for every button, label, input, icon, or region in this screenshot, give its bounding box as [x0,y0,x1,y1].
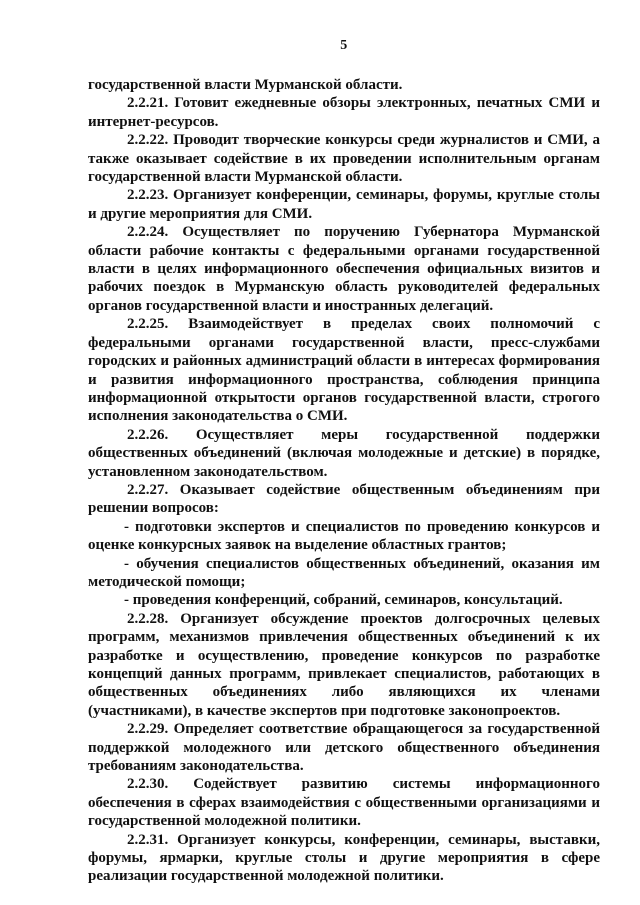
dash-item-experts: - подготовки экспертов и специалистов по проведению конкурсов и оценке конкурсных заявок на выделение областных грантов; [88,518,600,554]
paragraph-2-2-24: 2.2.24. Осуществляет по поручению Губернатора Мурманской области рабочие контакты с федеральными органами государственной власти в целях информационного обеспечения официальных визитов и рабочих поездок в Мурманскую область руководителей федеральных органов государственной власти и иностранных делегаций. [88,224,600,314]
paragraph-2-2-29: 2.2.29. Определяет соответствие обращающегося за государственной поддержкой молодежного или детского общественного объединения требованиям законодательства. [88,721,600,775]
page-number: 5 [340,38,348,53]
paragraph-2-2-31: 2.2.31. Организует конкурсы, конференции, семинары, выставки, форумы, ярмарки, круглые столы и другие мероприятия в сфере реализации государственной молодежной политики. [88,831,600,885]
dash-item-training: - обучения специалистов общественных объединений, оказания им методической помощи; [88,555,600,590]
paragraph-2-2-23: 2.2.23. Организует конференции, семинары, форумы, круглые столы и другие мероприятия для СМИ. [88,187,600,222]
paragraph-2-2-28: 2.2.28. Организует обсуждение проектов долгосрочных целевых программ, механизмов привлечения общественных объединений к их разработке и осуществлению, проведение конкурсов по разработке концепций данных программ, привлекает специалистов, работающих в общественных объединениях либо являющихся их членами (участниками), в качестве экспертов при подготовке законопроектов. [88,610,600,719]
paragraph-2-2-27: 2.2.27. Оказывает содействие общественным объединениям при решении вопросов: [88,481,600,517]
document-body [88,76,600,886]
paragraph-2-2-26: 2.2.26. Осуществляет меры государственной поддержки общественных объединений (включая молодежные и детские) в порядке, установленном законодательством. [88,426,600,480]
paragraph-continuation: государственной власти Мурманской области. [88,77,403,93]
paragraph-2-2-25: 2.2.25. Взаимодействует в пределах своих полномочий с федеральными органами государственной власти, пресс-службами городских и районных администраций области в интересах формирования и развития информационного пространства, соблюдения принципа информационной открытости органов государственной власти, строгого исполнения законодательства о СМИ. [88,316,600,425]
paragraph-2-2-21: 2.2.21. Готовит ежедневные обзоры электронных, печатных СМИ и интернет-ресурсов. [88,95,600,130]
dash-item-conferences: - проведения конференций, собраний, семинаров, консультаций. [124,592,563,609]
paragraph-2-2-30: 2.2.30. Содействует развитию системы информационного обеспечения в сферах взаимодействия с общественными организациями и государственной молодежной политики. [88,776,600,830]
paragraph-2-2-22: 2.2.22. Проводит творческие конкурсы среди журналистов и СМИ, а также оказывает содействие в их проведении исполнительным органам государственной власти Мурманской области. [88,132,600,186]
